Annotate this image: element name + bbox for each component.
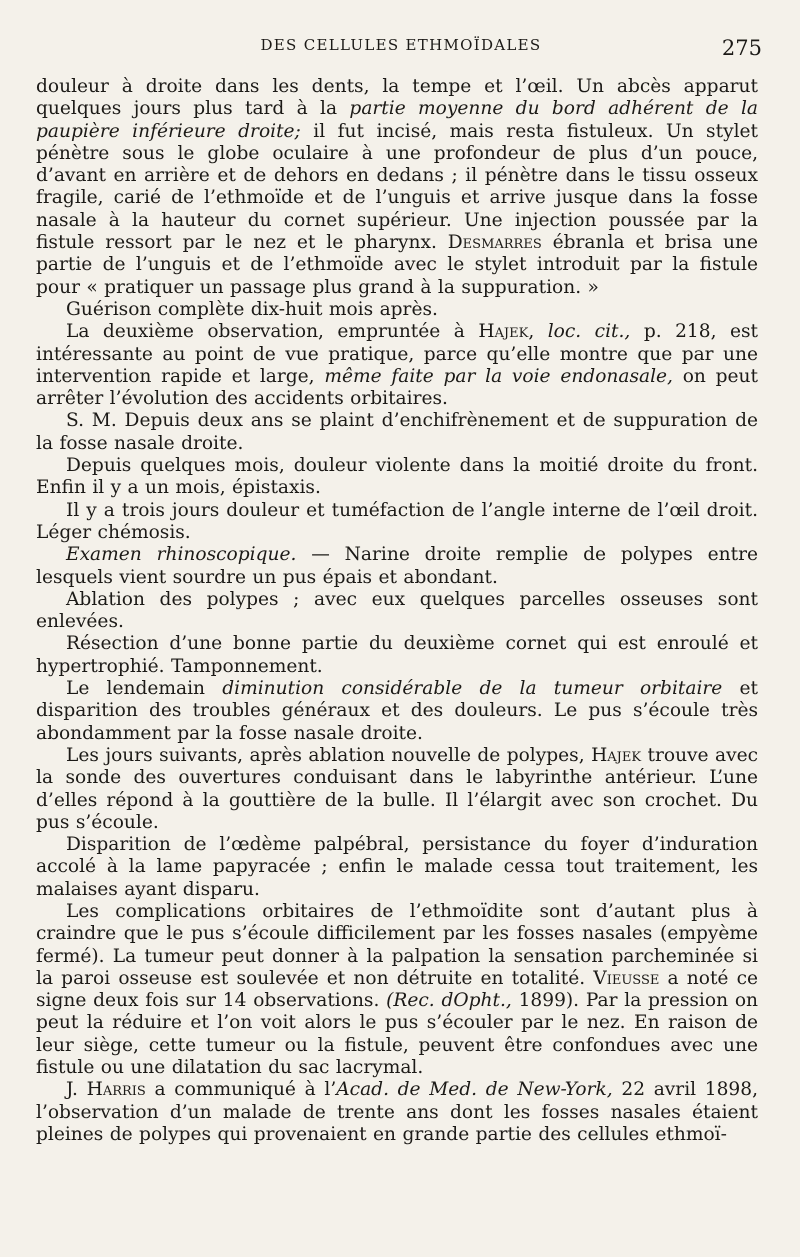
paragraph-6: Il y a trois jours douleur et tuméfaction de l’angle interne de l’œil droit. Léger chémosis. <box>36 499 758 543</box>
page-number: 275 <box>721 36 762 60</box>
paragraph-13: Les complications orbitaires de l’ethmoïdite sont d’autant plus à craindre que le pus s’écoule difficilement par les fosses nasales (empyème fermé). La tumeur peut donner à la palpation la sensation parcheminée si la paroi osseuse est soulevée et non détruite en totalité. Vieusse a noté ce signe deux fois sur 14 observations. (Rec. dOpht., 1899). Par la pression on peut la réduire et l’on voit alors le pus s’écouler par le nez. En raison de leur siège, cette tumeur ou la fistule, peuvent être confondues avec une fistule ou une dilatation du sac lacrymal. <box>36 900 758 1079</box>
paragraph-5: Depuis quelques mois, douleur violente dans la moitié droite du front. Enfin il y a un mois, épistaxis. <box>36 455 758 499</box>
paragraph-14: J. Harris a communiqué à l’Acad. de Med. de New-York, 22 avril 1898, l’observation d’un malade de trente ans dont les fosses nasales étaient pleines de polypes qui provenaient en grande partie des cellules ethmoï- <box>36 1079 758 1145</box>
paragraph-11: Les jours suivants, après ablation nouvelle de polypes, Hajek trouve avec la sonde des ouvertures conduisant dans le labyrinthe antérieur. L’une d’elles répond à la gouttière de la bulle. Il l’élargit avec son crochet. Du pus s’écoule. <box>36 744 759 833</box>
paragraph-8: Ablation des polypes ; avec eux quelques parcelles osseuses sont enlevées. <box>36 588 758 633</box>
paragraph-9: Résection d’une bonne partie du deuxième cornet qui est enroulé et hypertrophié. Tamponnement. <box>36 633 758 677</box>
paragraph-3: La deuxième observation, empruntée à Hajek, loc. cit., p. 218, est intéressante au point de vue pratique, parce qu’elle montre que par une intervention rapide et large, même faite par la voie endonasale, on peut arrêter l’évolution des accidents orbitaires. <box>36 321 758 410</box>
running-head <box>40 34 762 64</box>
paragraph-4: S. M. Depuis deux ans se plaint d’enchifrènement et de suppuration de la fosse nasale droite. <box>36 410 758 454</box>
paragraph-12: Disparition de l’œdème palpébral, persistance du foyer d’induration accolé à la lame papyracée ; enfin le malade cessa tout traitement, les malaises ayant disparu. <box>36 834 758 900</box>
running-head-title: DES CELLULES ETHMOÏDALES <box>260 36 542 54</box>
paragraph-7: Examen rhinoscopique. — Narine droite remplie de polypes entre lesquels vient sourdre un pus épais et abondant. <box>36 544 758 588</box>
paragraph-2: Guérison complète dix-huit mois après. <box>66 298 438 320</box>
body-text <box>36 76 758 1146</box>
paragraph-1: douleur à droite dans les dents, la tempe et l’œil. Un abcès apparut quelques jours plus tard à la partie moyenne du bord adhérent de la paupière inférieure droite; il fut incisé, mais resta fistuleux. Un stylet pénètre sous le globe oculaire à une profondeur de plus d’un pouce, d’avant en arrière et de dehors en dedans ; il pénètre dans le tissu osseux fragile, carié de l’ethmoïde et de l’unguis et arrive jusque dans la fosse nasale à la hauteur du cornet supérieur. Une injection poussée par la fistule ressort par le nez et le pharynx. Desmarres ébranla et brisa une partie de l’unguis et de l’ethmoïde avec le stylet introduit par la fistule pour « pratiquer un passage plus grand à la suppuration. » <box>36 76 758 298</box>
paragraph-10: Le lendemain diminution considérable de la tumeur orbitaire et disparition des troubles généraux et des douleurs. Le pus s’écoule très abondamment par la fosse nasale droite. <box>36 678 758 744</box>
